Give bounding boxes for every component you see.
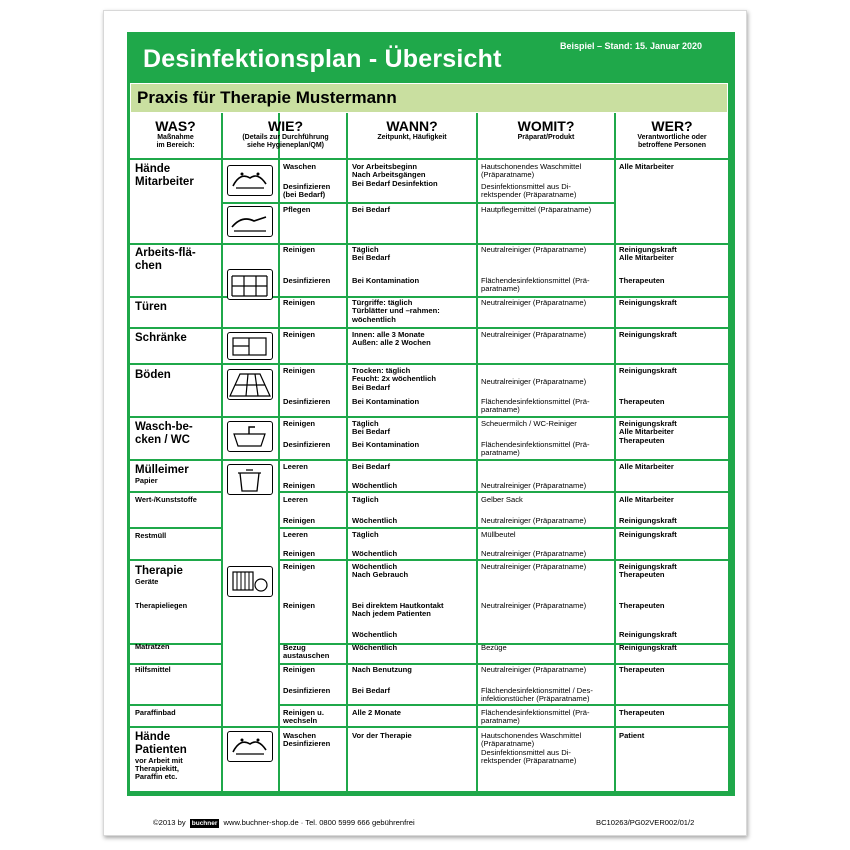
cell-wann: Bei Bedarf <box>352 686 390 695</box>
buchner-logo: buchner <box>191 819 218 827</box>
document-code: BC10263/PG02VER002/01/2 <box>596 818 695 827</box>
cell-wann: Bei Bedarf <box>352 462 390 471</box>
cell-wie: Reinigen <box>283 665 316 674</box>
cell-womit: Neutralreiniger (Präparatname) <box>481 549 587 558</box>
col-header-wie: WIE? (Details zur Durchführung siehe Hygieneplan/QM) <box>242 118 329 149</box>
cell-wer: Reinigungskraft <box>619 530 677 539</box>
cell-wer: Reinigungskraft <box>619 630 677 639</box>
cell-womit: Flächendesinfektionsmittel (Prä- paratname) <box>481 276 590 294</box>
cell-wie: Reinigen <box>283 549 316 558</box>
area-matratzen: Matratzen <box>135 642 170 651</box>
plan-table <box>130 113 728 791</box>
cell-wer: Therapeuten <box>619 397 665 406</box>
cell-wer: Reinigungskraft <box>619 330 677 339</box>
hand-cream-icon <box>227 206 273 237</box>
cell-womit: Bezüge <box>481 643 507 652</box>
cell-wann: Täglich Bei Bedarf <box>352 419 390 437</box>
cell-wie: Reinigen <box>283 481 316 490</box>
therapy-equipment-icon <box>227 566 273 597</box>
cell-wann: Alle 2 Monate <box>352 708 401 717</box>
cell-wie: Desinfizieren <box>283 276 331 285</box>
cell-wie: Leeren <box>283 462 308 471</box>
cell-wer: Reinigungskraft Therapeuten <box>619 562 677 580</box>
cell-wie: Desinfizieren <box>283 397 331 406</box>
cell-womit: Neutralreiniger (Präparatname) <box>481 562 587 571</box>
cell-wer: Reinigungskraft Alle Mitarbeiter <box>619 245 677 263</box>
cell-wer: Therapeuten <box>619 601 665 610</box>
cell-wer: Therapeuten <box>619 276 665 285</box>
area-wertstoffe: Wert-/Kunststoffe <box>135 495 197 504</box>
cell-wie: Waschen Desinfizieren <box>283 731 331 749</box>
cabinet-icon <box>227 332 273 360</box>
cell-wann: Wöchentlich <box>352 549 398 558</box>
area-haende-patienten: Hände Patienten vor Arbeit mit Therapiekitt, Paraffin etc. <box>135 731 187 781</box>
cell-wie: Reinigen <box>283 516 316 525</box>
cell-wann: Wöchentlich <box>352 643 398 652</box>
cell-wann: Bei Bedarf <box>352 205 390 214</box>
sink-icon <box>227 421 273 452</box>
cell-wie: Pflegen <box>283 205 311 214</box>
cell-wann: Bei Kontamination <box>352 397 420 406</box>
cell-wann: Täglich <box>352 495 379 504</box>
cell-wie: Reinigen <box>283 562 316 571</box>
cell-wann: Wöchentlich <box>352 630 398 639</box>
cell-wer: Therapeuten <box>619 665 665 674</box>
cell-wer: Reinigungskraft <box>619 298 677 307</box>
col-header-womit: WOMIT? Präparat/Produkt <box>517 118 575 141</box>
area-schraenke: Schränke <box>135 332 187 344</box>
col-header-wann: WANN? Zeitpunkt, Häufigkeit <box>377 118 447 141</box>
cell-wie: Desinfizieren <box>283 440 331 449</box>
cell-womit: Hautschonendes Waschmittel (Präparatname) Desinfektionsmittel aus Di- rektspender (Präparatname) <box>481 731 582 766</box>
cell-wer: Reinigungskraft <box>619 366 677 375</box>
cell-womit: Neutralreiniger (Präparatname) <box>481 377 587 386</box>
col-header-was: WAS? Maßnahme im Bereich: <box>155 118 196 149</box>
cell-wer: Reinigungskraft <box>619 516 677 525</box>
cell-wer: Reinigungskraft Alle Mitarbeiter Therapeuten <box>619 419 677 445</box>
cell-wie: Reinigen <box>283 330 316 339</box>
cell-wann: Wöchentlich <box>352 516 398 525</box>
cell-womit: Neutralreiniger (Präparatname) <box>481 516 587 525</box>
hand-washing-icon <box>227 731 273 762</box>
cell-wann: Vor Arbeitsbeginn Nach Arbeitsgängen Bei Bedarf Desinfektion <box>352 162 438 188</box>
practice-bar <box>130 83 728 113</box>
page-title: Desinfektionsplan - Übersicht <box>143 45 502 73</box>
cell-wer: Reinigungskraft <box>619 643 677 652</box>
cell-wie: Reinigen <box>283 366 316 375</box>
area-paraffinbad: Paraffinbad <box>135 708 176 717</box>
cell-wie: Waschen <box>283 162 317 171</box>
hand-washing-icon <box>227 165 273 196</box>
cell-womit: Neutralreiniger (Präparatname) <box>481 298 587 307</box>
cell-wann: Türgriffe: täglich Türblätter und –rahmen: wöchentlich <box>352 298 440 324</box>
cell-womit: Müllbeutel <box>481 530 516 539</box>
area-waschbecken: Wasch-be- cken / WC <box>135 421 193 446</box>
area-tueren: Türen <box>135 301 167 313</box>
work-surface-icon <box>227 269 273 300</box>
cell-womit: Flächendesinfektionsmittel (Prä- paratname) <box>481 708 590 726</box>
col-header-wer: WER? Verantwortliche oder betroffene Personen <box>637 118 707 149</box>
practice-name: Praxis für Therapie Mustermann <box>137 88 397 107</box>
cell-womit: Flächendesinfektionsmittel / Des- infektionstücher (Präparatname) <box>481 686 593 704</box>
area-arbeitsflaechen: Arbeits-flä- chen <box>135 247 196 272</box>
area-restmuell: Restmüll <box>135 531 167 540</box>
stand-date: Beispiel – Stand: 15. Januar 2020 <box>560 41 703 51</box>
cell-wie: Reinigen <box>283 245 316 254</box>
trash-bin-icon <box>227 464 273 495</box>
contact-text: www.buchner-shop.de · Tel. 0800 5999 666 gebührenfrei <box>223 818 415 827</box>
cell-womit: Scheuermilch / WC-Reiniger <box>481 419 577 428</box>
cell-womit: Neutralreiniger (Präparatname) <box>481 665 587 674</box>
cell-wann: Trocken: täglich Feucht: 2x wöchentlich Bei Bedarf <box>352 366 436 392</box>
area-therapieliegen: Therapieliegen <box>135 601 188 610</box>
cell-wann: Wöchentlich Nach Gebrauch <box>352 562 409 580</box>
cell-womit: Neutralreiniger (Präparatname) <box>481 245 587 254</box>
cell-wann: Bei direktem Hautkontakt Nach jedem Patienten <box>352 601 444 619</box>
cell-womit: Flächendesinfektionsmittel (Prä- paratname) <box>481 440 590 458</box>
cell-wie: Leeren <box>283 530 308 539</box>
cell-wann: Täglich Bei Bedarf <box>352 245 390 263</box>
cell-wer: Alle Mitarbeiter <box>619 162 674 171</box>
copyright-text: ©2013 by <box>153 818 186 827</box>
area-muelleimer: Mülleimer Papier <box>135 464 189 485</box>
cell-wann: Täglich <box>352 530 379 539</box>
cell-wie: Reinigen <box>283 419 316 428</box>
cell-wer: Alle Mitarbeiter <box>619 495 674 504</box>
cell-wie: Leeren <box>283 495 308 504</box>
cell-wann: Bei Kontamination <box>352 276 420 285</box>
cell-womit: Neutralreiniger (Präparatname) <box>481 601 587 610</box>
cell-wie: Reinigen u. wechseln <box>283 708 324 726</box>
cell-wie: Reinigen <box>283 601 316 610</box>
cell-wie: Bezug austauschen <box>283 643 330 661</box>
cell-wann: Nach Benutzung <box>352 665 412 674</box>
cell-wer: Patient <box>619 731 645 740</box>
cell-womit: Gelber Sack <box>481 495 523 504</box>
footer <box>153 818 415 828</box>
cell-wann: Bei Kontamination <box>352 440 420 449</box>
cell-womit: Neutralreiniger (Präparatname) <box>481 330 587 339</box>
cell-wann: Wöchentlich <box>352 481 398 490</box>
area-haende-mitarbeiter: Hände Mitarbeiter <box>135 163 194 188</box>
cell-womit: Desinfektionsmittel aus Di- rektspender (Präparatname) <box>481 182 577 200</box>
cell-womit: Flächendesinfektionsmittel (Prä- paratname) <box>481 397 590 415</box>
cell-wie: Desinfizieren (bei Bedarf) <box>283 182 331 200</box>
floor-tiles-icon <box>227 369 273 400</box>
cell-wer: Alle Mitarbeiter <box>619 462 674 471</box>
area-therapie: Therapie Geräte <box>135 565 183 586</box>
cell-wie: Desinfizieren <box>283 686 331 695</box>
cell-womit: Hautpflegemittel (Präparatname) <box>481 205 592 214</box>
cell-wann: Vor der Therapie <box>352 731 412 740</box>
cell-womit: Hautschonendes Waschmittel (Präparatname) <box>481 162 582 180</box>
cell-wann: Innen: alle 3 Monate Außen: alle 2 Wochen <box>352 330 431 348</box>
area-hilfsmittel: Hilfsmittel <box>135 665 171 674</box>
cell-wer: Therapeuten <box>619 708 665 717</box>
cell-womit: Neutralreiniger (Präparatname) <box>481 481 587 490</box>
area-boeden: Böden <box>135 369 171 381</box>
cell-wie: Reinigen <box>283 298 316 307</box>
